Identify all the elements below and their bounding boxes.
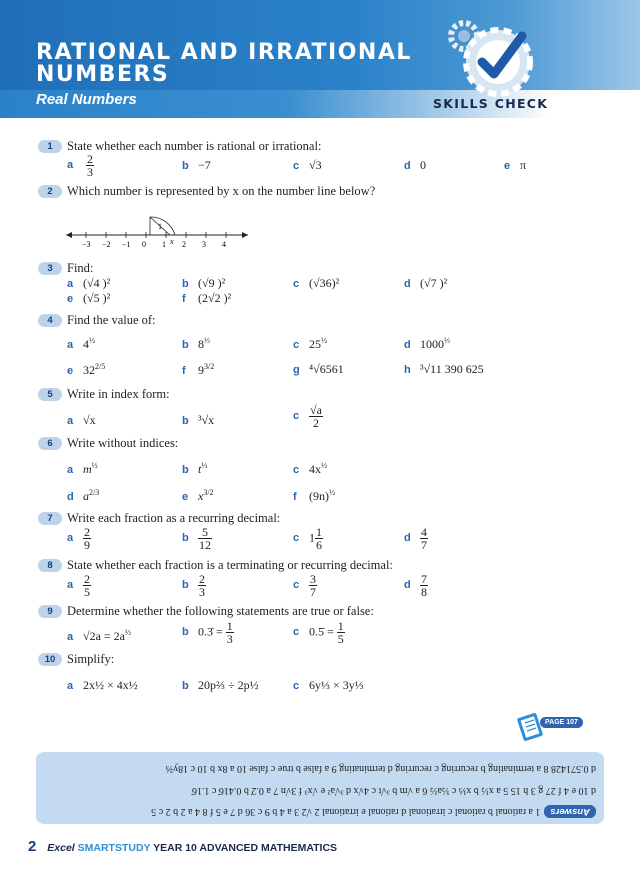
question-text: State whether each number is rational or irrational: <box>67 139 322 153</box>
item-label: b <box>182 464 189 476</box>
q6-item-e <box>182 488 214 504</box>
item-label: d <box>404 532 411 545</box>
answers-line-1 <box>151 805 596 818</box>
hypotenuse-label: 1 <box>158 222 162 231</box>
tick-label: −2 <box>102 240 111 249</box>
whole-number: 1 <box>309 530 315 545</box>
q9-item-a <box>67 628 131 644</box>
q8-item-c <box>293 573 317 598</box>
denominator: 7 <box>310 585 316 599</box>
exponent: ½ <box>321 461 327 470</box>
item-label: a <box>67 278 74 290</box>
answers-tag: Answers <box>544 805 596 818</box>
item-value: 6y⅓ × 3y⅓ <box>309 678 364 692</box>
item-label: f <box>182 365 186 377</box>
item-label: c <box>293 464 300 476</box>
item-value: (√7 )² <box>420 276 448 290</box>
denominator: 3 <box>87 165 93 179</box>
question-number: 9 <box>38 605 62 618</box>
question-text: Find: <box>67 261 94 275</box>
base: 4x <box>309 462 321 476</box>
q4-item-f <box>182 362 214 378</box>
exponent: ½ <box>89 336 95 345</box>
item-label: f <box>293 491 297 503</box>
q7-item-a <box>67 526 91 551</box>
base: (9n) <box>309 489 329 503</box>
statement: √2a = 2a <box>83 629 126 643</box>
q7-item-d <box>404 526 428 551</box>
tick-label: 3 <box>202 240 206 249</box>
fraction <box>83 573 91 598</box>
item-label: b <box>182 626 189 639</box>
q5-item-c <box>293 404 323 429</box>
gear-check-logo-icon <box>438 12 538 102</box>
item-label: c <box>293 626 300 639</box>
item-label: e <box>67 293 74 305</box>
q6-item-c <box>293 461 327 477</box>
denominator: 9 <box>84 538 90 552</box>
fraction <box>420 573 428 598</box>
q4-item-e <box>67 362 105 378</box>
item-value: √3 <box>309 158 322 172</box>
item-label: a <box>67 680 74 692</box>
question-number: 6 <box>38 437 62 450</box>
item-label: e <box>504 160 511 172</box>
denominator: 8 <box>421 585 427 599</box>
exponent: 2/3 <box>89 488 100 497</box>
item-label: b <box>182 579 189 592</box>
question-number: 1 <box>38 140 62 153</box>
question-text: Determine whether the following statements are true or false: <box>67 604 374 618</box>
q6-item-a <box>67 461 98 477</box>
numerator: 1 <box>337 619 344 633</box>
exponent: 3/2 <box>203 488 214 497</box>
item-label: b <box>182 339 189 351</box>
q8-item-d <box>404 573 428 598</box>
page-reference[interactable] <box>514 707 584 747</box>
base: a <box>83 489 89 503</box>
item-value: 2x½ × 4x½ <box>83 678 138 692</box>
exponent: ½ <box>329 488 335 497</box>
q7-item-c <box>293 526 323 551</box>
exponent: ½ <box>91 461 98 470</box>
item-value: ³√11 390 625 <box>420 362 484 376</box>
q6-item-d <box>67 488 99 504</box>
page-header <box>0 0 640 118</box>
brand-excel: Excel <box>47 842 75 854</box>
q6-item-b <box>182 461 207 477</box>
book-title: YEAR 10 ADVANCED MATHEMATICS <box>153 842 338 854</box>
q3-item-a <box>67 276 110 291</box>
item-label: c <box>293 680 300 692</box>
fraction <box>420 526 428 551</box>
item-label: c <box>293 410 300 423</box>
question-text: Find the value of: <box>67 313 156 327</box>
q3-item-f <box>182 291 231 306</box>
q10-item-b <box>182 678 259 693</box>
item-label: a <box>67 579 74 592</box>
q5-item-a <box>67 413 96 428</box>
fraction <box>337 620 345 645</box>
base: 1000 <box>420 337 444 351</box>
question-number: 8 <box>38 559 62 572</box>
fraction <box>198 526 212 551</box>
question-text: Write each fraction as a recurring decimal: <box>67 511 281 525</box>
item-label: d <box>404 339 411 351</box>
base: 32 <box>83 363 95 377</box>
denominator: 3 <box>226 632 233 646</box>
q4-item-g <box>293 362 344 377</box>
base: 9 <box>198 363 204 377</box>
q1-item-d <box>404 158 426 173</box>
item-label: a <box>67 464 74 476</box>
q8-item-b <box>182 573 206 598</box>
numerator: 4 <box>421 525 427 539</box>
tick-label: 2 <box>182 240 186 249</box>
numerator: 1 <box>316 525 322 539</box>
fraction <box>309 404 323 429</box>
fraction <box>83 526 91 551</box>
tick-label: −1 <box>122 240 131 249</box>
page-reference-label: PAGE 107 <box>540 717 583 728</box>
item-label: d <box>404 278 411 290</box>
question-text: Write in index form: <box>67 387 170 401</box>
numerator: 1 <box>226 619 233 633</box>
base: 25 <box>309 337 321 351</box>
q8-item-a <box>67 573 91 598</box>
question-text: Write without indices: <box>67 436 179 450</box>
title-line-1: RATIONAL AND IRRATIONAL <box>36 40 412 65</box>
answers-text: d 0.571428 8 a terminating b recurring c recurring d terminating 9 a false b true c false 10 a 8x b 10 c 18y⅔ <box>165 763 596 774</box>
item-value: (√4 )² <box>83 276 111 290</box>
page-number: 2 <box>28 838 37 855</box>
numerator: √a <box>310 403 322 417</box>
item-label: c <box>293 339 300 351</box>
item-label: a <box>67 415 74 427</box>
q10-item-a <box>67 678 138 693</box>
base: 4 <box>83 337 89 351</box>
page-title <box>36 42 412 86</box>
item-label: c <box>293 278 300 290</box>
item-value: ³√x <box>198 413 215 427</box>
item-label: b <box>182 680 189 692</box>
question-number: 10 <box>38 653 62 666</box>
question-number: 2 <box>38 185 62 198</box>
item-label: a <box>67 532 74 545</box>
q4-item-c <box>293 336 327 352</box>
denominator: 12 <box>199 538 211 552</box>
item-label: c <box>293 160 300 172</box>
item-value: (√9 )² <box>198 276 226 290</box>
q10-item-c <box>293 678 364 693</box>
numerator: 7 <box>421 572 427 586</box>
item-value: 20p⅔ ÷ 2p½ <box>198 678 259 692</box>
answers-text: d 10 e 4 f 27 g 3 h 15 5 a x½ b x⅓ c ½a½ 6 a √m b ³√t c 4√x d ³√a² e √x³ f 3√n 7 a 0.2̇ b 0.416̇ c 1.16̇ <box>191 785 596 796</box>
exponent: ½ <box>321 336 327 345</box>
item-label: h <box>404 364 411 376</box>
denominator: 5 <box>84 585 90 599</box>
q9-item-c <box>293 620 345 645</box>
item-label: e <box>182 491 189 503</box>
question-number: 4 <box>38 314 62 327</box>
page-footer <box>28 838 337 855</box>
number-line-diagram <box>62 202 252 252</box>
question-text: State whether each fraction is a terminating or recurring decimal: <box>67 558 393 572</box>
skills-check-badge: SKILLS CHECK <box>433 96 549 111</box>
q3-item-e <box>67 291 110 306</box>
numerator: 2 <box>199 572 205 586</box>
answers-text: 1 a rational b rational c irrational d rational e irrational 2 √2 3 a 4 b 9 c 36 d 7 e 5 f 8 4 a 2 b 2 c 5 <box>151 806 541 817</box>
question-number: 7 <box>38 512 62 525</box>
numerator: 2 <box>87 152 93 166</box>
exponent: ⅓ <box>444 336 450 345</box>
item-label: d <box>67 491 74 503</box>
base: m <box>83 462 92 476</box>
item-label: b <box>182 160 189 172</box>
denominator: 7 <box>421 538 427 552</box>
item-label: b <box>182 278 189 290</box>
base: t <box>198 462 202 476</box>
answers-line-3 <box>166 763 596 774</box>
answers-rotated <box>36 752 604 824</box>
question-text: Which number is represented by x on the number line below? <box>67 184 376 198</box>
statement: 0.3̇ = <box>198 624 223 639</box>
item-label: e <box>67 365 74 377</box>
q4-item-d <box>404 336 450 352</box>
item-label: a <box>67 159 74 172</box>
item-value: √x <box>83 413 96 427</box>
q3-item-d <box>404 276 447 291</box>
question-number: 3 <box>38 262 62 275</box>
q3-item-c <box>293 276 339 291</box>
q7-item-b <box>182 526 212 551</box>
q3-item-b <box>182 276 225 291</box>
item-label: c <box>293 532 300 545</box>
item-value: (√36)² <box>309 276 340 290</box>
question-text: Simplify: <box>67 652 115 666</box>
fraction <box>309 573 317 598</box>
brand-smartstudy: SMARTSTUDY <box>77 842 151 854</box>
item-value: π <box>520 158 527 172</box>
exponent: ⅓ <box>204 336 210 345</box>
q4-item-h <box>404 362 484 377</box>
answers-line-2 <box>192 785 596 796</box>
q1-item-b <box>182 158 211 173</box>
answers-panel <box>36 752 604 824</box>
item-label: a <box>67 631 74 643</box>
q4-item-b <box>182 336 210 352</box>
item-value: ⁴√6561 <box>309 362 344 376</box>
tick-label: 4 <box>222 240 226 249</box>
item-label: b <box>182 532 189 545</box>
base: 8 <box>198 337 204 351</box>
exponent: ⅓ <box>201 461 208 470</box>
q4-item-a <box>67 336 95 352</box>
fraction <box>226 620 234 645</box>
q6-item-f <box>293 488 335 504</box>
exponent: 3/2 <box>204 362 215 371</box>
item-label: f <box>182 293 186 305</box>
item-value: −7 <box>198 158 211 172</box>
q5-item-b <box>182 413 214 428</box>
q1-item-c <box>293 158 322 173</box>
numerator: 2 <box>84 572 90 586</box>
q1-item-a <box>67 153 94 178</box>
numerator: 2 <box>84 525 90 539</box>
fraction <box>198 573 206 598</box>
exponent: ½ <box>125 628 132 637</box>
exponent: 2/5 <box>95 362 106 371</box>
q1-item-e <box>504 158 526 173</box>
page-subtitle: Real Numbers <box>36 91 137 108</box>
title-line-2: NUMBERS <box>36 62 170 87</box>
item-label: d <box>404 160 411 172</box>
item-label: d <box>404 579 411 592</box>
question-number: 5 <box>38 388 62 401</box>
q9-item-b <box>182 620 234 645</box>
item-label: c <box>293 579 300 592</box>
tick-label: −3 <box>82 240 91 249</box>
fraction <box>86 153 94 178</box>
denominator: 6 <box>316 538 322 552</box>
statement: 0.5̇ = <box>309 624 334 639</box>
item-value: 0 <box>420 158 426 172</box>
base: x <box>198 489 204 503</box>
item-label: b <box>182 415 189 427</box>
numerator: 3 <box>310 572 316 586</box>
numerator: 5 <box>198 526 212 539</box>
item-value: (√5 )² <box>83 291 111 305</box>
tick-label: 0 <box>142 240 146 249</box>
item-label: g <box>293 364 300 376</box>
denominator: 3 <box>199 585 205 599</box>
fraction <box>315 526 323 551</box>
denominator: 2 <box>312 416 319 430</box>
x-marker-label: x <box>170 237 174 246</box>
tick-label: 1 <box>162 240 166 249</box>
item-label: a <box>67 339 74 351</box>
denominator: 5 <box>337 632 344 646</box>
item-value: (2√2 )² <box>198 291 232 305</box>
